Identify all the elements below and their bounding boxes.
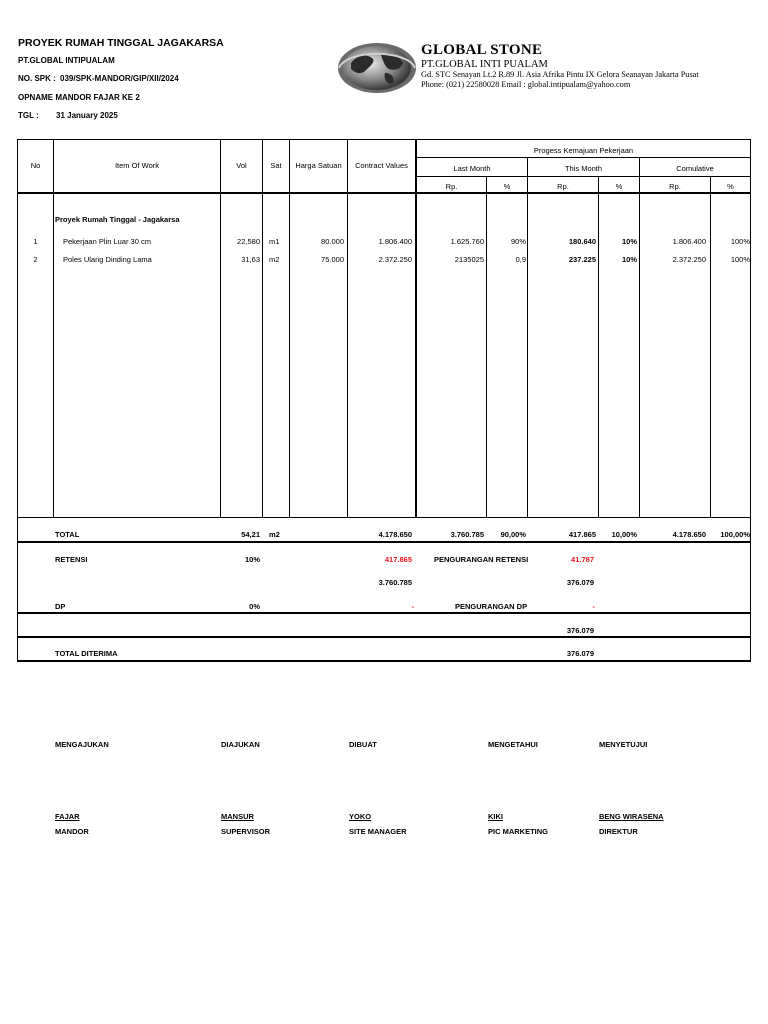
col-this-month-header: This Month: [564, 164, 603, 173]
signature-title: SITE MANAGER: [349, 827, 407, 836]
logo-contact: Phone: (021) 22580028 Email : global.intipualam@yahoo.com: [421, 80, 631, 89]
signature-name: FAJAR: [55, 812, 80, 821]
row-sat: m2: [269, 255, 280, 264]
row-no: 2: [33, 255, 38, 264]
retensi-value: 417.865: [384, 555, 412, 564]
row-contract: 1.806.400: [378, 237, 412, 246]
dp-value: -: [411, 602, 414, 611]
col-vol-header: Vol: [236, 161, 247, 170]
total-sat: m2: [269, 530, 280, 539]
globe-icon: [337, 41, 417, 95]
row-this-rp: 180.640: [568, 237, 596, 246]
row-harga: 75.000: [321, 255, 344, 264]
total-last-rp: 3.760.785: [450, 530, 484, 539]
col-cum-rp-header: Rp.: [669, 182, 681, 191]
subtotal-this: 376.079: [566, 626, 594, 635]
col-progress-header: Progess Kemajuan Pekerjaan: [533, 146, 634, 155]
col-last-pct-header: %: [503, 182, 511, 191]
col-last-rp-header: Rp.: [445, 182, 458, 191]
pengurangan-retensi-value: 41.787: [571, 555, 594, 564]
section-title: Proyek Rumah Tinggal - Jagakarsa: [55, 215, 180, 224]
total-label: TOTAL: [55, 530, 80, 539]
row-cum-rp: 2.372.250: [672, 255, 706, 264]
dp-pct: 0%: [249, 602, 260, 611]
total-this-rp: 417.865: [568, 530, 596, 539]
row-last-pct: 0,9: [515, 255, 526, 264]
pengurangan-dp-label: PENGURANGAN DP: [455, 602, 528, 611]
col-harga-header: Harga Satuan: [295, 161, 342, 170]
col-cum-pct-header: %: [727, 182, 734, 191]
total-contract: 4.178.650: [378, 530, 412, 539]
signature-role: DIBUAT: [349, 740, 377, 749]
row-this-pct: 10%: [621, 255, 637, 264]
dp-label: DP: [55, 602, 66, 611]
row-item: Poles Ulang Dinding Lama: [63, 255, 152, 264]
row-last-rp: 1.625.760: [450, 237, 484, 246]
date-label: TGL :: [18, 111, 39, 120]
logo-company: PT.GLOBAL INTI PUALAM: [421, 59, 548, 70]
signature-name: MANSUR: [221, 812, 254, 821]
company-name: PT.GLOBAL INTIPUALAM: [18, 56, 115, 65]
opname-title: OPNAME MANDOR FAJAR KE 2: [18, 93, 140, 102]
col-last-month-header: Last Month: [453, 164, 491, 173]
row-sat: m1: [269, 237, 280, 246]
total-diterima-label: TOTAL DITERIMA: [55, 649, 118, 658]
total-last-pct: 90,00%: [500, 530, 526, 539]
row-no: 1: [33, 237, 38, 246]
row-item: Pekerjaan Plin Luar 30 cm: [63, 237, 151, 246]
signature-title: PIC MARKETING: [488, 827, 548, 836]
row-this-pct: 10%: [621, 237, 637, 246]
row-last-rp: 2135025: [454, 255, 484, 264]
logo-address: Gd. STC Senayan Lt.2 R.89 Jl. Asia Afrika Pintu IX Gelora Seanayan Jakarta Pusat: [421, 70, 699, 79]
after-retensi-contract: 3.760.785: [378, 578, 412, 587]
spk-label: NO. SPK :: [18, 74, 56, 83]
signature-role: MENYETUJUI: [599, 740, 648, 749]
retensi-pct: 10%: [244, 555, 260, 564]
signature-role: DIAJUKAN: [221, 740, 260, 749]
signature-name: YOKO: [349, 812, 372, 821]
signature-role: MENGAJUKAN: [55, 740, 109, 749]
signature-name: BENG WIRASENA: [599, 812, 664, 821]
col-item-header: Item Of Work: [114, 161, 160, 170]
total-vol: 54,21: [241, 530, 260, 539]
signature-name: KIKI: [488, 812, 503, 821]
total-cum-rp: 4.178.650: [672, 530, 706, 539]
row-cum-pct: 100%: [730, 237, 750, 246]
row-contract: 2.372.250: [378, 255, 412, 264]
pengurangan-retensi-label: PENGURANGAN RETENSI: [434, 555, 529, 564]
project-title: PROYEK RUMAH TINGGAL JAGAKARSA: [18, 37, 224, 49]
row-cum-rp: 1.806.400: [672, 237, 706, 246]
signature-title: MANDOR: [55, 827, 89, 836]
col-this-rp-header: Rp.: [557, 182, 569, 191]
row-vol: 31,63: [241, 255, 260, 264]
signature-role: MENGETAHUI: [488, 740, 538, 749]
logo-name: GLOBAL STONE: [421, 42, 543, 58]
pengurangan-dp-value: -: [592, 602, 595, 611]
col-cumulative-header: Comulative: [676, 164, 714, 173]
total-diterima-value: 376.079: [566, 649, 594, 658]
col-no-header: No: [30, 161, 41, 170]
col-sat-header: Sat: [270, 161, 282, 170]
spk-number: 039/SPK-MANDOR/GIP/XII/2024: [60, 74, 179, 83]
retensi-label: RETENSI: [55, 555, 88, 564]
row-this-rp: 237.225: [568, 255, 596, 264]
date-value: 31 January 2025: [56, 111, 118, 120]
after-retensi-this: 376.079: [566, 578, 594, 587]
row-vol: 22,580: [237, 237, 260, 246]
total-this-pct: 10,00%: [611, 530, 637, 539]
col-contract-header: Contract Values: [355, 161, 408, 170]
signature-title: SUPERVISOR: [221, 827, 271, 836]
row-harga: 80.000: [321, 237, 344, 246]
total-cum-pct: 100,00%: [720, 530, 750, 539]
signature-title: DIREKTUR: [599, 827, 638, 836]
row-cum-pct: 100%: [730, 255, 750, 264]
col-this-pct-header: %: [615, 182, 623, 191]
row-last-pct: 90%: [510, 237, 526, 246]
